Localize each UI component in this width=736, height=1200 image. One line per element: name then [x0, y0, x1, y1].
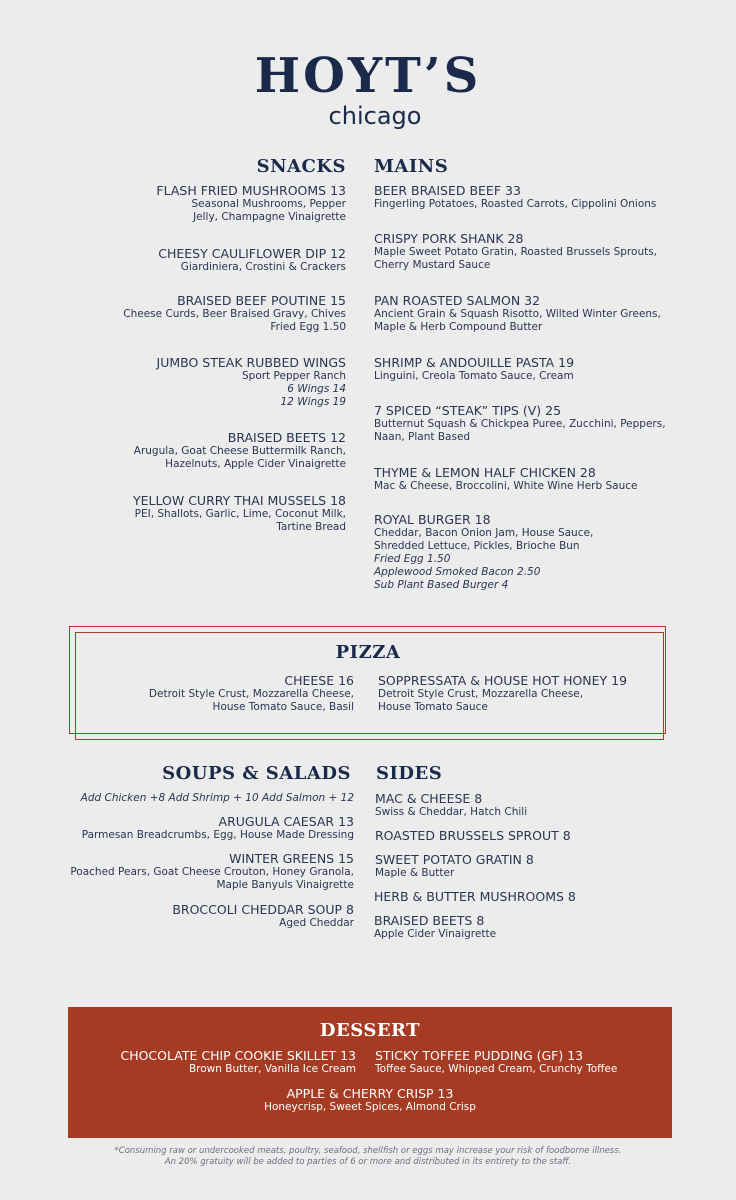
item-name: SWEET POTATO GRATIN 8: [375, 852, 534, 867]
item-option: 12 Wings 19: [280, 396, 346, 408]
item-name: PAN ROASTED SALMON 32: [374, 293, 541, 308]
item-desc: Aged Cheddar: [279, 917, 354, 929]
item-name: HERB & BUTTER MUSHROOMS 8: [374, 889, 576, 904]
item-desc: Arugula, Goat Cheese Buttermilk Ranch,: [133, 445, 346, 457]
item-desc: PEI, Shallots, Garlic, Lime, Coconut Milk,: [134, 508, 346, 520]
main-item: [374, 231, 704, 272]
salad-addons: Add Chicken +8 Add Shrimp + 10 Add Salmon + 12: [80, 792, 354, 804]
item-desc: Fried Egg 1.50: [270, 321, 346, 333]
soups-salads-heading: SOUPS & SALADS: [162, 763, 351, 784]
salad-item: [34, 851, 354, 892]
item-desc: Detroit Style Crust, Mozzarella Cheese,: [148, 688, 354, 700]
sides-heading: SIDES: [376, 763, 443, 784]
dessert-heading: DESSERT: [319, 1020, 421, 1041]
item-name: CHEESY CAULIFLOWER DIP 12: [158, 246, 346, 261]
item-desc: Maple & Herb Compound Butter: [374, 321, 543, 333]
item-desc: Toffee Sauce, Whipped Cream, Crunchy Toffee: [375, 1063, 618, 1075]
item-desc: Naan, Plant Based: [374, 431, 471, 443]
snack-item: [46, 430, 346, 471]
item-desc: Mac & Cheese, Broccolini, White Wine Herb Sauce: [374, 480, 638, 492]
item-desc: Tartine Bread: [276, 521, 346, 533]
dessert-panel: [68, 1007, 672, 1138]
brand-city: chicago: [328, 102, 422, 130]
item-name: FLASH FRIED MUSHROOMS 13: [156, 183, 346, 198]
main-item: [374, 403, 704, 444]
snack-item: [46, 355, 346, 409]
item-name: WINTER GREENS 15: [229, 851, 354, 866]
item-name: ARUGULA CAESAR 13: [218, 814, 354, 829]
side-item: [374, 913, 674, 941]
item-desc: House Tomato Sauce, Basil: [212, 701, 354, 713]
item-desc: Ancient Grain & Squash Risotto, Wilted Winter Greens,: [374, 308, 661, 320]
item-option: Fried Egg 1.50: [374, 553, 451, 565]
footnote-line: An 20% gratuity will be added to parties of 6 or more and distributed in its entirety to the staff.: [164, 1157, 572, 1167]
footnote-line: *Consuming raw or undercooked meats, poultry, seafood, shellfish or eggs may increase your risk of foodborne illness.: [114, 1146, 622, 1156]
item-desc: Maple & Butter: [375, 867, 455, 879]
item-name: BRAISED BEEF POUTINE 15: [177, 293, 346, 308]
item-desc: Shredded Lettuce, Pickles, Brioche Bun: [374, 540, 580, 552]
item-desc: Butternut Squash & Chickpea Puree, Zucchini, Peppers,: [374, 418, 666, 430]
snack-item: [46, 493, 346, 534]
item-desc: Seasonal Mushrooms, Pepper: [191, 198, 346, 210]
item-desc: Brown Butter, Vanilla Ice Cream: [188, 1063, 356, 1075]
item-option: Applewood Smoked Bacon 2.50: [374, 566, 541, 578]
item-desc: Cheddar, Bacon Onion Jam, House Sauce,: [374, 527, 594, 539]
item-desc: Cherry Mustard Sauce: [374, 259, 491, 271]
item-name: BRAISED BEETS 12: [227, 430, 346, 445]
main-item: [374, 512, 704, 592]
snack-item: [46, 293, 346, 334]
soup-item: [34, 902, 354, 930]
pizza-item: [378, 673, 658, 714]
item-name: MAC & CHEESE 8: [375, 791, 483, 806]
brand-logo: HOYT’S: [254, 48, 482, 104]
item-desc: Fingerling Potatoes, Roasted Carrots, Cippolini Onions: [374, 198, 657, 210]
snack-item: [46, 246, 346, 274]
item-desc: Parmesan Breadcrumbs, Egg, House Made Dressing: [81, 829, 354, 841]
pizza-item: [54, 673, 354, 714]
item-desc: Swiss & Cheddar, Hatch Chili: [375, 806, 528, 818]
item-name: SOPPRESSATA & HOUSE HOT HONEY 19: [378, 673, 628, 688]
main-item: [374, 465, 704, 493]
item-name: YELLOW CURRY THAI MUSSELS 18: [133, 493, 346, 508]
item-desc: Hazelnuts, Apple Cider Vinaigrette: [165, 458, 346, 470]
side-item: [375, 791, 675, 819]
main-item: [374, 355, 704, 383]
item-name: BROCCOLI CHEDDAR SOUP 8: [172, 902, 354, 917]
snack-item: [46, 183, 346, 224]
main-item: [374, 183, 704, 211]
main-item: [374, 293, 704, 334]
item-name: STICKY TOFFEE PUDDING (GF) 13: [375, 1048, 584, 1063]
item-name: 7 SPICED “STEAK” TIPS (V) 25: [374, 403, 562, 418]
item-name: ROASTED BRUSSELS SPROUT 8: [375, 828, 571, 843]
item-name: JUMBO STEAK RUBBED WINGS: [156, 355, 346, 370]
item-name: THYME & LEMON HALF CHICKEN 28: [374, 465, 596, 480]
item-desc: Maple Sweet Potato Gratin, Roasted Brussels Sprouts,: [374, 246, 658, 258]
pizza-heading: PIZZA: [335, 642, 401, 663]
item-name: ROYAL BURGER 18: [374, 512, 491, 527]
side-item: [374, 889, 674, 904]
item-desc: Sport Pepper Ranch: [242, 370, 346, 382]
item-desc: Honeycrisp, Sweet Spices, Almond Crisp: [264, 1101, 476, 1113]
item-option: 6 Wings 14: [287, 383, 346, 395]
item-name: CHEESE 16: [284, 673, 354, 688]
item-desc: Jelly, Champagne Vinaigrette: [193, 211, 346, 223]
item-desc: Poached Pears, Goat Cheese Crouton, Honey Granola,: [70, 866, 354, 878]
item-desc: House Tomato Sauce: [378, 701, 488, 713]
item-name: CRISPY PORK SHANK 28: [374, 231, 524, 246]
mains-heading: MAINS: [374, 156, 449, 177]
side-item: [375, 828, 675, 843]
item-name: BEER BRAISED BEEF 33: [374, 183, 521, 198]
item-desc: Apple Cider Vinaigrette: [374, 928, 497, 940]
item-name: CHOCOLATE CHIP COOKIE SKILLET 13: [120, 1048, 356, 1063]
item-name: BRAISED BEETS 8: [374, 913, 485, 928]
side-item: [375, 852, 675, 880]
item-desc: Maple Banyuls Vinaigrette: [216, 879, 354, 891]
item-desc: Detroit Style Crust, Mozzarella Cheese,: [378, 688, 584, 700]
item-name: SHRIMP & ANDOUILLE PASTA 19: [374, 355, 575, 370]
snacks-heading: SNACKS: [256, 156, 346, 177]
dessert-item: [375, 1048, 667, 1076]
footnote: [0, 1146, 736, 1168]
dessert-item: [68, 1086, 672, 1114]
item-desc: Cheese Curds, Beer Braised Gravy, Chives: [123, 308, 346, 320]
item-option: Sub Plant Based Burger 4: [374, 579, 509, 591]
dessert-item: [66, 1048, 356, 1076]
item-desc: Giardiniera, Crostini & Crackers: [180, 261, 346, 273]
item-desc: Linguini, Creola Tomato Sauce, Cream: [374, 370, 574, 382]
item-name: APPLE & CHERRY CRISP 13: [286, 1086, 454, 1101]
salad-item: [34, 814, 354, 842]
